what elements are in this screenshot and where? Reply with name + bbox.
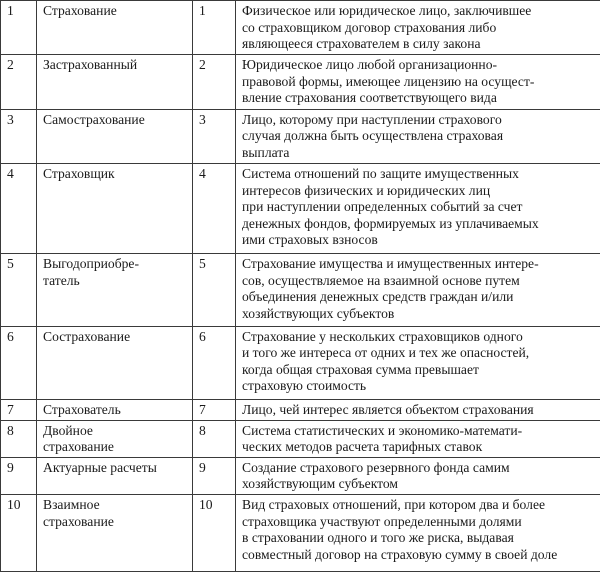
table-row	[1, 420, 600, 457]
definition-text: Создание страхового резервного фонда самим	[242, 459, 510, 475]
term-cell	[37, 400, 193, 420]
definition-cell	[236, 457, 600, 494]
table-row	[1, 164, 600, 254]
definition-cell	[236, 1, 600, 55]
term-number: 6	[1, 326, 37, 400]
term-number: 7	[1, 400, 37, 420]
definition-cell	[236, 55, 600, 109]
term-cell	[37, 326, 193, 400]
definition-text: являющееся страхователем в силу закона	[242, 36, 481, 51]
term-text: Двойное	[43, 422, 93, 438]
table-row	[1, 109, 600, 163]
term-cell	[37, 1, 193, 55]
definition-number: 4	[193, 164, 236, 254]
term-text: Страхователь	[43, 402, 121, 418]
term-number: 2	[1, 55, 37, 109]
definition-cell	[236, 109, 600, 163]
term-cell	[37, 164, 193, 254]
definition-text: и того же интереса от одних и тех же опасностей,	[242, 345, 530, 361]
definition-number: 8	[193, 420, 236, 457]
term-text: Сострахование	[43, 328, 131, 344]
definition-text: случая должна быть осуществлена страховая	[242, 128, 504, 144]
term-text: Страховщик	[43, 166, 115, 182]
definition-number: 5	[193, 254, 236, 327]
term-number: 3	[1, 109, 37, 163]
definition-text: страховщика участвуют определенными долями	[242, 513, 522, 529]
definition-number: 2	[193, 55, 236, 109]
definition-text: Лицо, чей интерес является объектом страхования	[242, 402, 534, 418]
definition-text: страховую стоимость	[242, 378, 367, 394]
table-row	[1, 1, 600, 55]
term-text: Самострахование	[43, 111, 145, 127]
definition-text: объединения денежных средств граждан и/или	[242, 289, 514, 305]
definition-text: Страхование у нескольких страховщиков одного	[242, 328, 523, 344]
definition-text: Физическое или юридическое лицо, заключившее	[242, 3, 532, 18]
definition-cell	[236, 495, 600, 572]
definition-cell	[236, 326, 600, 400]
definition-text: Юридическое лицо любой организационно-	[242, 57, 498, 73]
term-text: страхование	[43, 439, 114, 455]
table-row	[1, 254, 600, 327]
term-text: страхование	[43, 513, 114, 529]
definition-text: Страхование имущества и имущественных интере-	[242, 256, 539, 272]
term-number: 1	[1, 1, 37, 55]
table-row	[1, 457, 600, 494]
definition-cell	[236, 420, 600, 457]
term-text: Выгодоприобре-	[43, 256, 139, 272]
term-number: 5	[1, 254, 37, 327]
term-cell	[37, 420, 193, 457]
definition-text: хозяйствующим субъектом	[242, 476, 399, 492]
definition-text: совместный договор на страховую сумму в своей доле	[242, 546, 558, 562]
definition-text: Лицо, которому при наступлении страхового	[242, 111, 502, 127]
definition-text: Система статистических и экономико-математи-	[242, 422, 523, 438]
definition-cell	[236, 254, 600, 327]
term-text: Взаимное	[43, 497, 100, 513]
definition-text: выплата	[242, 144, 290, 160]
definition-text: хозяйствующих субъектов	[242, 305, 395, 321]
definition-text: Вид страховых отношений, при котором два и более	[242, 497, 546, 513]
definition-cell	[236, 164, 600, 254]
definition-text: ческих методов расчета тарифных ставок	[242, 439, 483, 455]
definition-number: 7	[193, 400, 236, 420]
term-text: татель	[43, 272, 80, 288]
definition-cell	[236, 400, 600, 420]
table-row	[1, 55, 600, 109]
definition-text: вление страхования соответствующего вида	[242, 90, 497, 106]
definition-text: в страховании одного и того же риска, выдавая	[242, 530, 514, 546]
definition-text: со страховщиком договор страхования либо	[242, 19, 497, 35]
definition-number: 1	[193, 1, 236, 55]
term-number: 10	[1, 495, 37, 572]
definition-number: 10	[193, 495, 236, 572]
definition-text: сов, осуществляемое на взаимной основе путем	[242, 272, 520, 288]
term-text: Актуарные расчеты	[43, 459, 157, 475]
definition-text: денежных фондов, формируемых из уплачиваемых	[242, 215, 539, 231]
term-cell	[37, 109, 193, 163]
definition-number: 6	[193, 326, 236, 400]
table-row	[1, 400, 600, 420]
definition-text: когда общая страховая сумма превышает	[242, 361, 479, 377]
term-text: Застрахованный	[43, 57, 138, 73]
term-cell	[37, 254, 193, 327]
definition-text: правовой формы, имеющее лицензию на осущест-	[242, 73, 535, 89]
term-number: 9	[1, 457, 37, 494]
definition-text: при наступлении определенных событий за счет	[242, 199, 523, 215]
definition-number: 9	[193, 457, 236, 494]
term-cell	[37, 495, 193, 572]
table-body	[1, 1, 600, 572]
definition-text: интересов физических и юридических лиц	[242, 182, 491, 198]
term-number: 8	[1, 420, 37, 457]
table-row	[1, 326, 600, 400]
definition-number: 3	[193, 109, 236, 163]
table-row	[1, 495, 600, 572]
term-number: 4	[1, 164, 37, 254]
term-cell	[37, 55, 193, 109]
definition-text: ими страховых взносов	[242, 232, 378, 248]
term-cell	[37, 457, 193, 494]
definition-text: Система отношений по защите имущественных	[242, 166, 519, 182]
term-text: Страхование	[43, 3, 117, 18]
